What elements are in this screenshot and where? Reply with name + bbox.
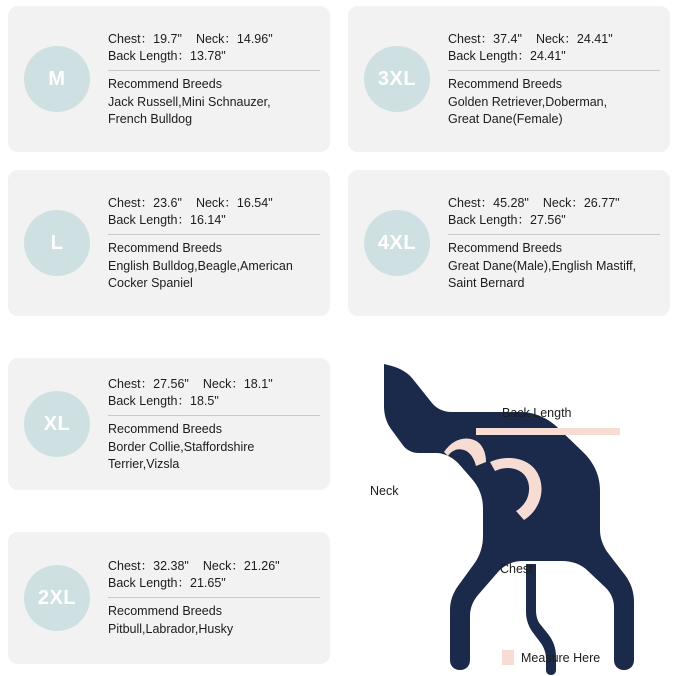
neck-measurement: Neck：16.54" <box>195 195 273 210</box>
size-card-3xl <box>348 6 670 152</box>
divider <box>448 234 660 235</box>
neck-measurement: Neck：24.41" <box>535 31 613 46</box>
recommend-breeds-title: Recommend Breeds <box>448 240 562 255</box>
size-badge-3xl: 3XL <box>364 46 430 112</box>
recommend-breeds-title: Recommend Breeds <box>108 421 222 436</box>
measurements-row-primary <box>448 195 660 212</box>
measurements-row-primary <box>108 558 320 575</box>
size-card-m <box>8 6 330 152</box>
recommend-breeds-title: Recommend Breeds <box>108 604 222 618</box>
back-length-measurement: Back Length：13.78" <box>108 48 226 63</box>
size-card-xl <box>8 358 330 490</box>
measurements-row-secondary <box>448 212 660 229</box>
recommend-breeds-line-2: Cocker Spaniel <box>108 275 193 290</box>
chest-measurement: Chest：45.28" <box>448 195 529 210</box>
divider <box>108 597 320 598</box>
measurements-row-secondary <box>448 48 660 65</box>
measurements-row-primary <box>448 31 660 48</box>
measure-swatch-icon <box>502 650 514 665</box>
recommend-breeds-line-1: English Bulldog,Beagle,American <box>108 258 293 273</box>
recommend-breeds-title: Recommend Breeds <box>448 76 562 91</box>
measurements-row-secondary <box>108 212 320 229</box>
back-length-measure-band <box>476 428 620 435</box>
recommend-breeds-line-1: Jack Russell,Mini Schnauzer, <box>108 94 271 109</box>
size-card-body <box>108 195 320 292</box>
size-badge-2xl: 2XL <box>24 565 90 631</box>
diagram-back-length-label: Back Length <box>502 406 572 420</box>
recommend-breeds-line-2: French Bulldog <box>108 111 193 126</box>
chest-measurement: Chest：37.4" <box>448 31 522 46</box>
measurements-row-secondary <box>108 393 320 410</box>
measurements-row-primary <box>108 195 320 212</box>
chest-measurement: Chest：23.6" <box>108 195 182 210</box>
divider <box>108 70 320 71</box>
size-badge-xl: XL <box>24 391 90 457</box>
back-length-measurement: Back Length：16.14" <box>108 212 226 227</box>
recommend-breeds-title: Recommend Breeds <box>108 240 222 255</box>
back-length-measurement: Back Length：27.56" <box>448 212 566 227</box>
divider <box>108 415 320 416</box>
recommend-breeds-line-2: Terrier,Vizsla <box>108 456 180 471</box>
recommend-breeds-line-1: Border Collie,Staffordshire <box>108 439 255 454</box>
size-badge-4xl: 4XL <box>364 210 430 276</box>
dog-illustration-icon <box>340 340 679 676</box>
size-card-body <box>108 376 320 473</box>
recommend-breeds-line-1: Pitbull,Labrador,Husky <box>108 622 234 636</box>
measurements-row-primary <box>108 31 320 48</box>
diagram-chest-label: Chest <box>500 562 533 576</box>
size-card-body <box>448 195 660 292</box>
recommend-breeds-line-1: Great Dane(Male),English Mastiff, <box>448 258 637 273</box>
chest-measurement: Chest：19.7" <box>108 31 182 46</box>
measurements-row-secondary <box>108 48 320 65</box>
chest-measurement: Chest：32.38" <box>108 559 189 573</box>
dog-measurement-diagram <box>340 340 679 676</box>
measure-legend <box>502 650 600 665</box>
divider <box>448 70 660 71</box>
recommend-breeds-line-2: Great Dane(Female) <box>448 111 563 126</box>
size-badge-l: L <box>24 210 90 276</box>
neck-measurement: Neck：18.1" <box>202 376 273 391</box>
recommend-breeds-line-1: Golden Retriever,Doberman, <box>448 94 608 109</box>
size-card-2xl <box>8 532 330 664</box>
diagram-neck-label: Neck <box>370 484 399 498</box>
neck-measurement: Neck：21.26" <box>202 559 280 573</box>
size-card-body <box>448 31 660 128</box>
back-length-measurement: Back Length：21.65" <box>108 576 226 590</box>
measure-legend-label: Measure Here <box>521 650 601 665</box>
back-length-measurement: Back Length：24.41" <box>448 48 566 63</box>
neck-measurement: Neck：26.77" <box>542 195 620 210</box>
back-length-measurement: Back Length：18.5" <box>108 393 219 408</box>
size-badge-m: M <box>24 46 90 112</box>
size-card-body <box>108 31 320 128</box>
size-card-body <box>108 558 320 638</box>
divider <box>108 234 320 235</box>
size-card-4xl <box>348 170 670 316</box>
recommend-breeds-line-2: Saint Bernard <box>448 275 525 290</box>
measurements-row-secondary <box>108 575 320 592</box>
neck-measurement: Neck：14.96" <box>195 31 273 46</box>
measurements-row-primary <box>108 376 320 393</box>
chest-measurement: Chest：27.56" <box>108 376 189 391</box>
size-card-l <box>8 170 330 316</box>
recommend-breeds-title: Recommend Breeds <box>108 76 222 91</box>
